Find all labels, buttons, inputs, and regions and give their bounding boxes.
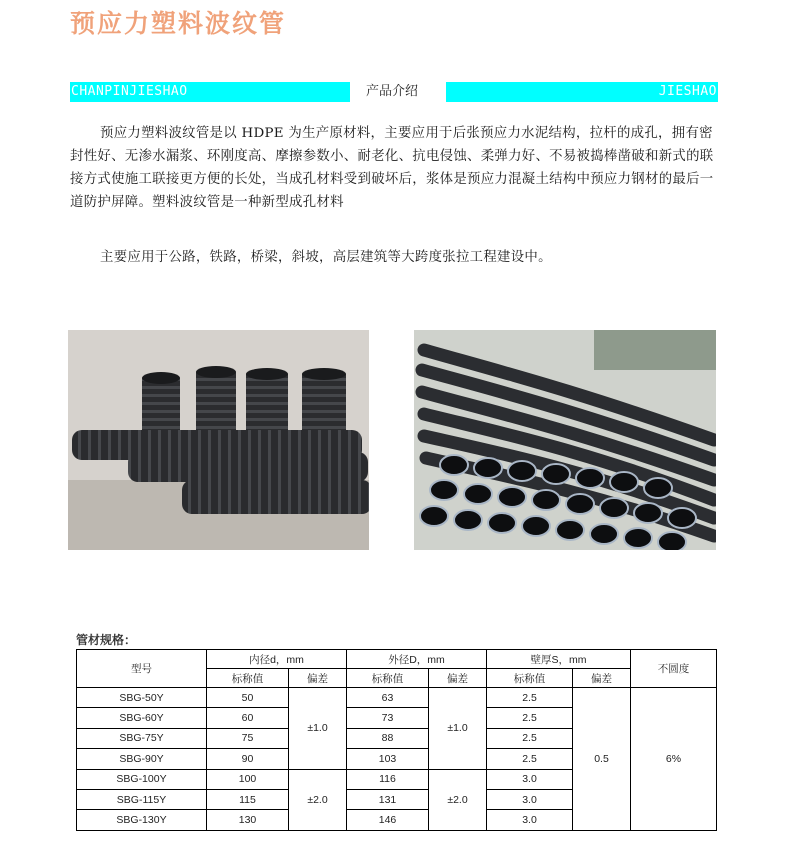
- intro-paragraph: 预应力塑料波纹管是以 HDPE 为生产原材料，主要应用于后张预应力水泥结构，拉杆的成孔，拥有密封性好、无渗水漏浆、环刚度高、摩擦参数小、耐老化、抗电侵蚀、柔弹力好、不易被捣棒凿破和新式的联接方式使施工联接更方便的长处，当成孔材料受到破坏后，浆体是预应力混凝土结构中预应力钢材的最后一道防护屏障。塑料波纹管是一种新型成孔材料: [70, 126, 714, 210]
- header-wall-thickness: 壁厚S，mm: [487, 650, 631, 669]
- cell-model: SBG-50Y: [77, 688, 207, 708]
- header-outer-diameter: 外径D，mm: [347, 650, 487, 669]
- page-title: 预应力塑料波纹管: [70, 9, 287, 38]
- header-inner-tolerance: 偏差: [289, 669, 347, 688]
- header-outer-tolerance: 偏差: [429, 669, 487, 688]
- cell-inner: 90: [207, 749, 289, 769]
- header-roundness: 不圆度: [631, 650, 717, 688]
- cell-model: SBG-115Y: [77, 789, 207, 809]
- cell-inner: 130: [207, 810, 289, 830]
- cell-outer: 88: [347, 728, 429, 748]
- cell-inner: 100: [207, 769, 289, 789]
- cell-outer-tolerance: ±2.0: [429, 769, 487, 830]
- cell-model: SBG-130Y: [77, 810, 207, 830]
- section-bar-left-label: CHANPINJIESHAO: [71, 84, 188, 99]
- header-outer-nominal: 标称值: [347, 669, 429, 688]
- cell-inner: 60: [207, 708, 289, 728]
- cell-inner: 115: [207, 789, 289, 809]
- cell-outer: 103: [347, 749, 429, 769]
- section-bar-title: 产品介绍: [366, 84, 419, 99]
- cell-outer: 131: [347, 789, 429, 809]
- header-model: 型号: [77, 650, 207, 688]
- section-bar-right-label: JIESHAO: [658, 84, 717, 99]
- cell-inner: 50: [207, 688, 289, 708]
- cell-wall: 3.0: [487, 769, 573, 789]
- specs-table: [76, 649, 717, 831]
- cell-wall: 3.0: [487, 789, 573, 809]
- header-inner-diameter: 内径d，mm: [207, 650, 347, 669]
- cell-outer: 146: [347, 810, 429, 830]
- header-inner-nominal: 标称值: [207, 669, 289, 688]
- cell-inner-tolerance: ±1.0: [289, 688, 347, 770]
- cell-outer-tolerance: ±1.0: [429, 688, 487, 770]
- cell-wall-tolerance: 0.5: [573, 688, 631, 831]
- product-photo-pipe-stack: [414, 330, 716, 550]
- header-wall-nominal: 标称值: [487, 669, 573, 688]
- product-photo-pipe-samples: [68, 330, 369, 550]
- cell-roundness: 6%: [631, 688, 717, 831]
- cell-outer: 116: [347, 769, 429, 789]
- cell-model: SBG-100Y: [77, 769, 207, 789]
- cell-outer: 63: [347, 688, 429, 708]
- cell-wall: 2.5: [487, 749, 573, 769]
- cell-inner-tolerance: ±2.0: [289, 769, 347, 830]
- cell-model: SBG-90Y: [77, 749, 207, 769]
- cell-wall: 2.5: [487, 708, 573, 728]
- cell-wall: 3.0: [487, 810, 573, 830]
- application-paragraph: 主要应用于公路，铁路，桥梁，斜坡，高层建筑等大跨度张拉工程建设中。: [100, 250, 552, 265]
- specs-heading: 管材规格：: [76, 633, 137, 647]
- cell-inner: 75: [207, 728, 289, 748]
- cell-outer: 73: [347, 708, 429, 728]
- cell-wall: 2.5: [487, 728, 573, 748]
- cell-model: SBG-75Y: [77, 728, 207, 748]
- table-row: [77, 688, 717, 708]
- header-wall-tolerance: 偏差: [573, 669, 631, 688]
- cell-wall: 2.5: [487, 688, 573, 708]
- cell-model: SBG-60Y: [77, 708, 207, 728]
